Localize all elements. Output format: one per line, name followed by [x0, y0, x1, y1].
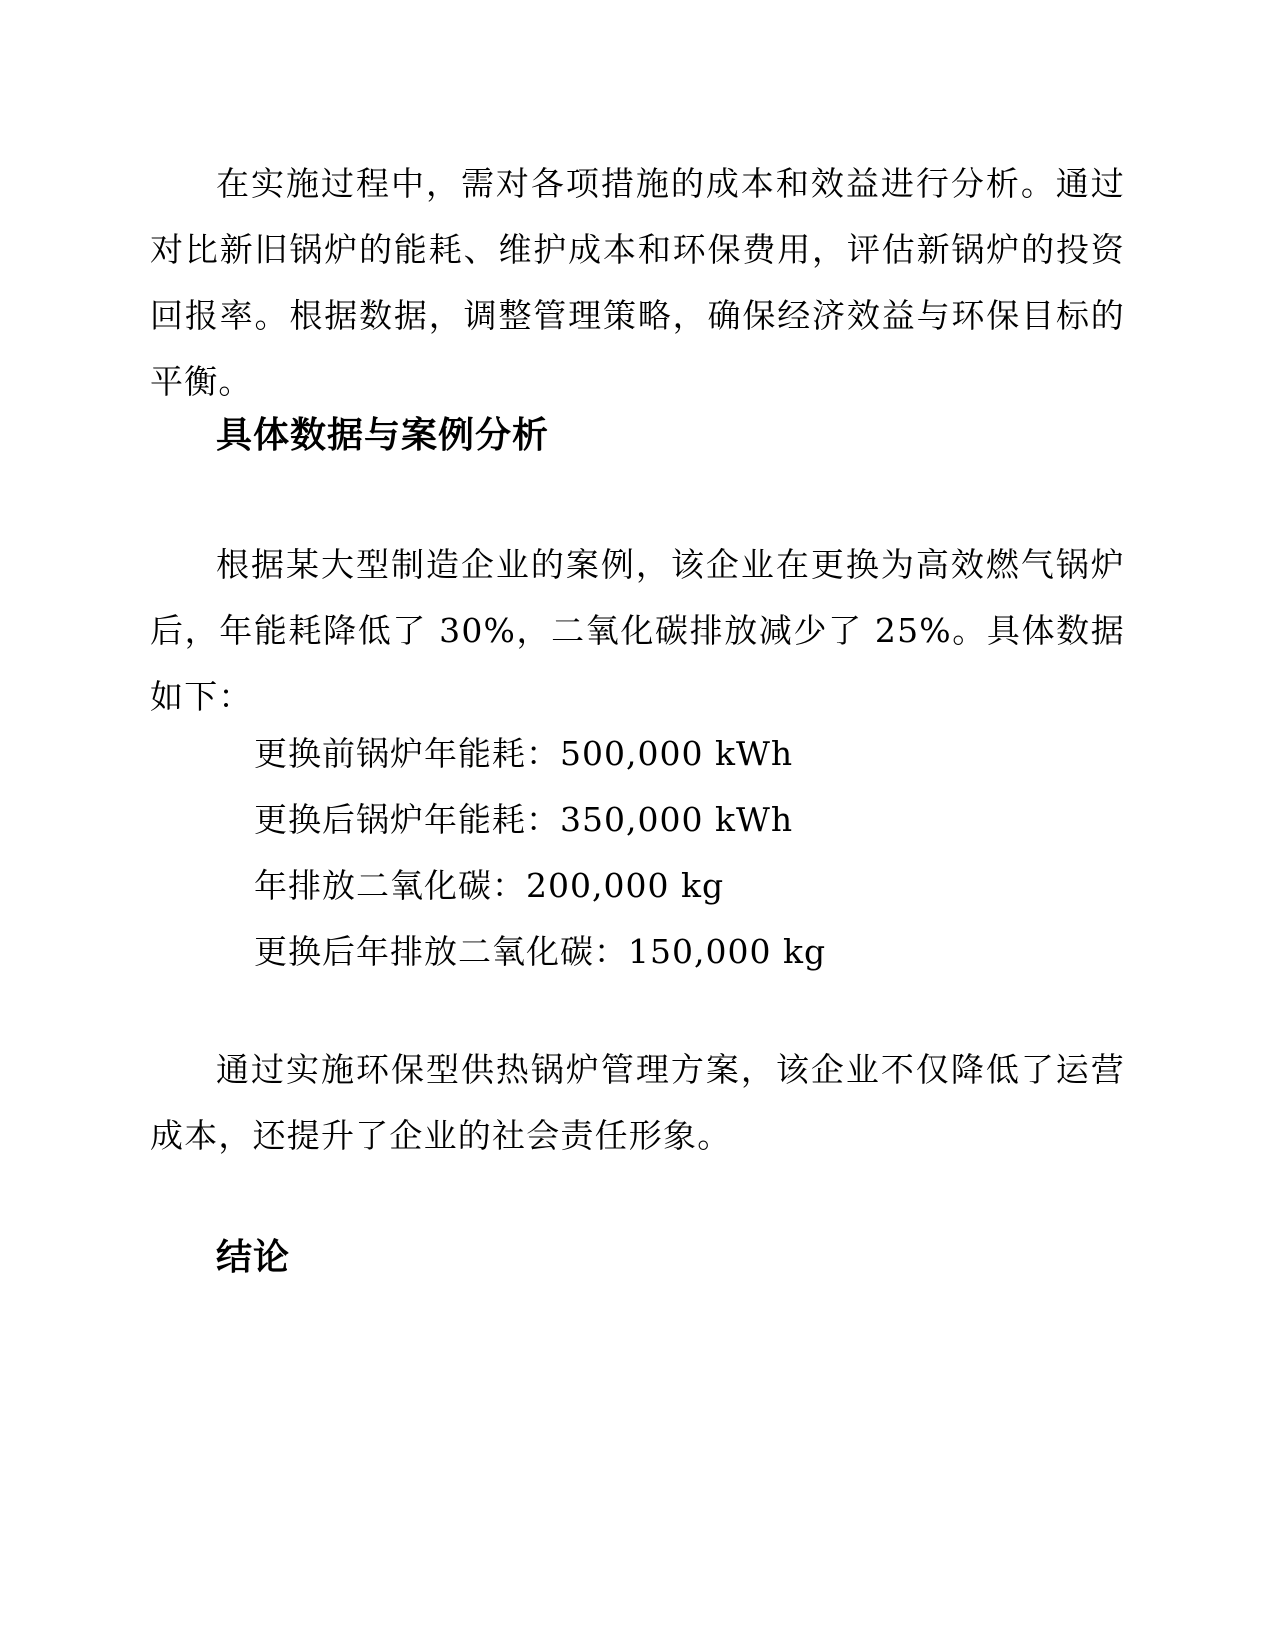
list-item: 更换后年排放二氧化碳：150,000 kg: [254, 932, 827, 971]
list-item: 更换后锅炉年能耗：350,000 kWh: [254, 800, 794, 839]
list-item: 年排放二氧化碳：200,000 kg: [254, 866, 725, 905]
heading-data-analysis: 具体数据与案例分析: [216, 415, 550, 456]
paragraph-case-result: 通过实施环保型供热锅炉管理方案，该企业不仅降低了运营成本，还提升了企业的社会责任形象。: [150, 1050, 1125, 1155]
data-list: [254, 721, 826, 985]
list-item: 更换前锅炉年能耗：500,000 kWh: [254, 734, 794, 773]
paragraph-case-intro: 根据某大型制造企业的案例，该企业在更换为高效燃气锅炉后，年能耗降低了 30%，二氧化碳排放减少了 25%。具体数据如下：: [150, 545, 1125, 716]
paragraph-cost-benefit: 在实施过程中，需对各项措施的成本和效益进行分析。通过对比新旧锅炉的能耗、维护成本和环保费用，评估新锅炉的投资回报率。根据数据，调整管理策略，确保经济效益与环保目标的平衡。: [150, 164, 1125, 401]
heading-conclusion: 结论: [216, 1237, 291, 1278]
